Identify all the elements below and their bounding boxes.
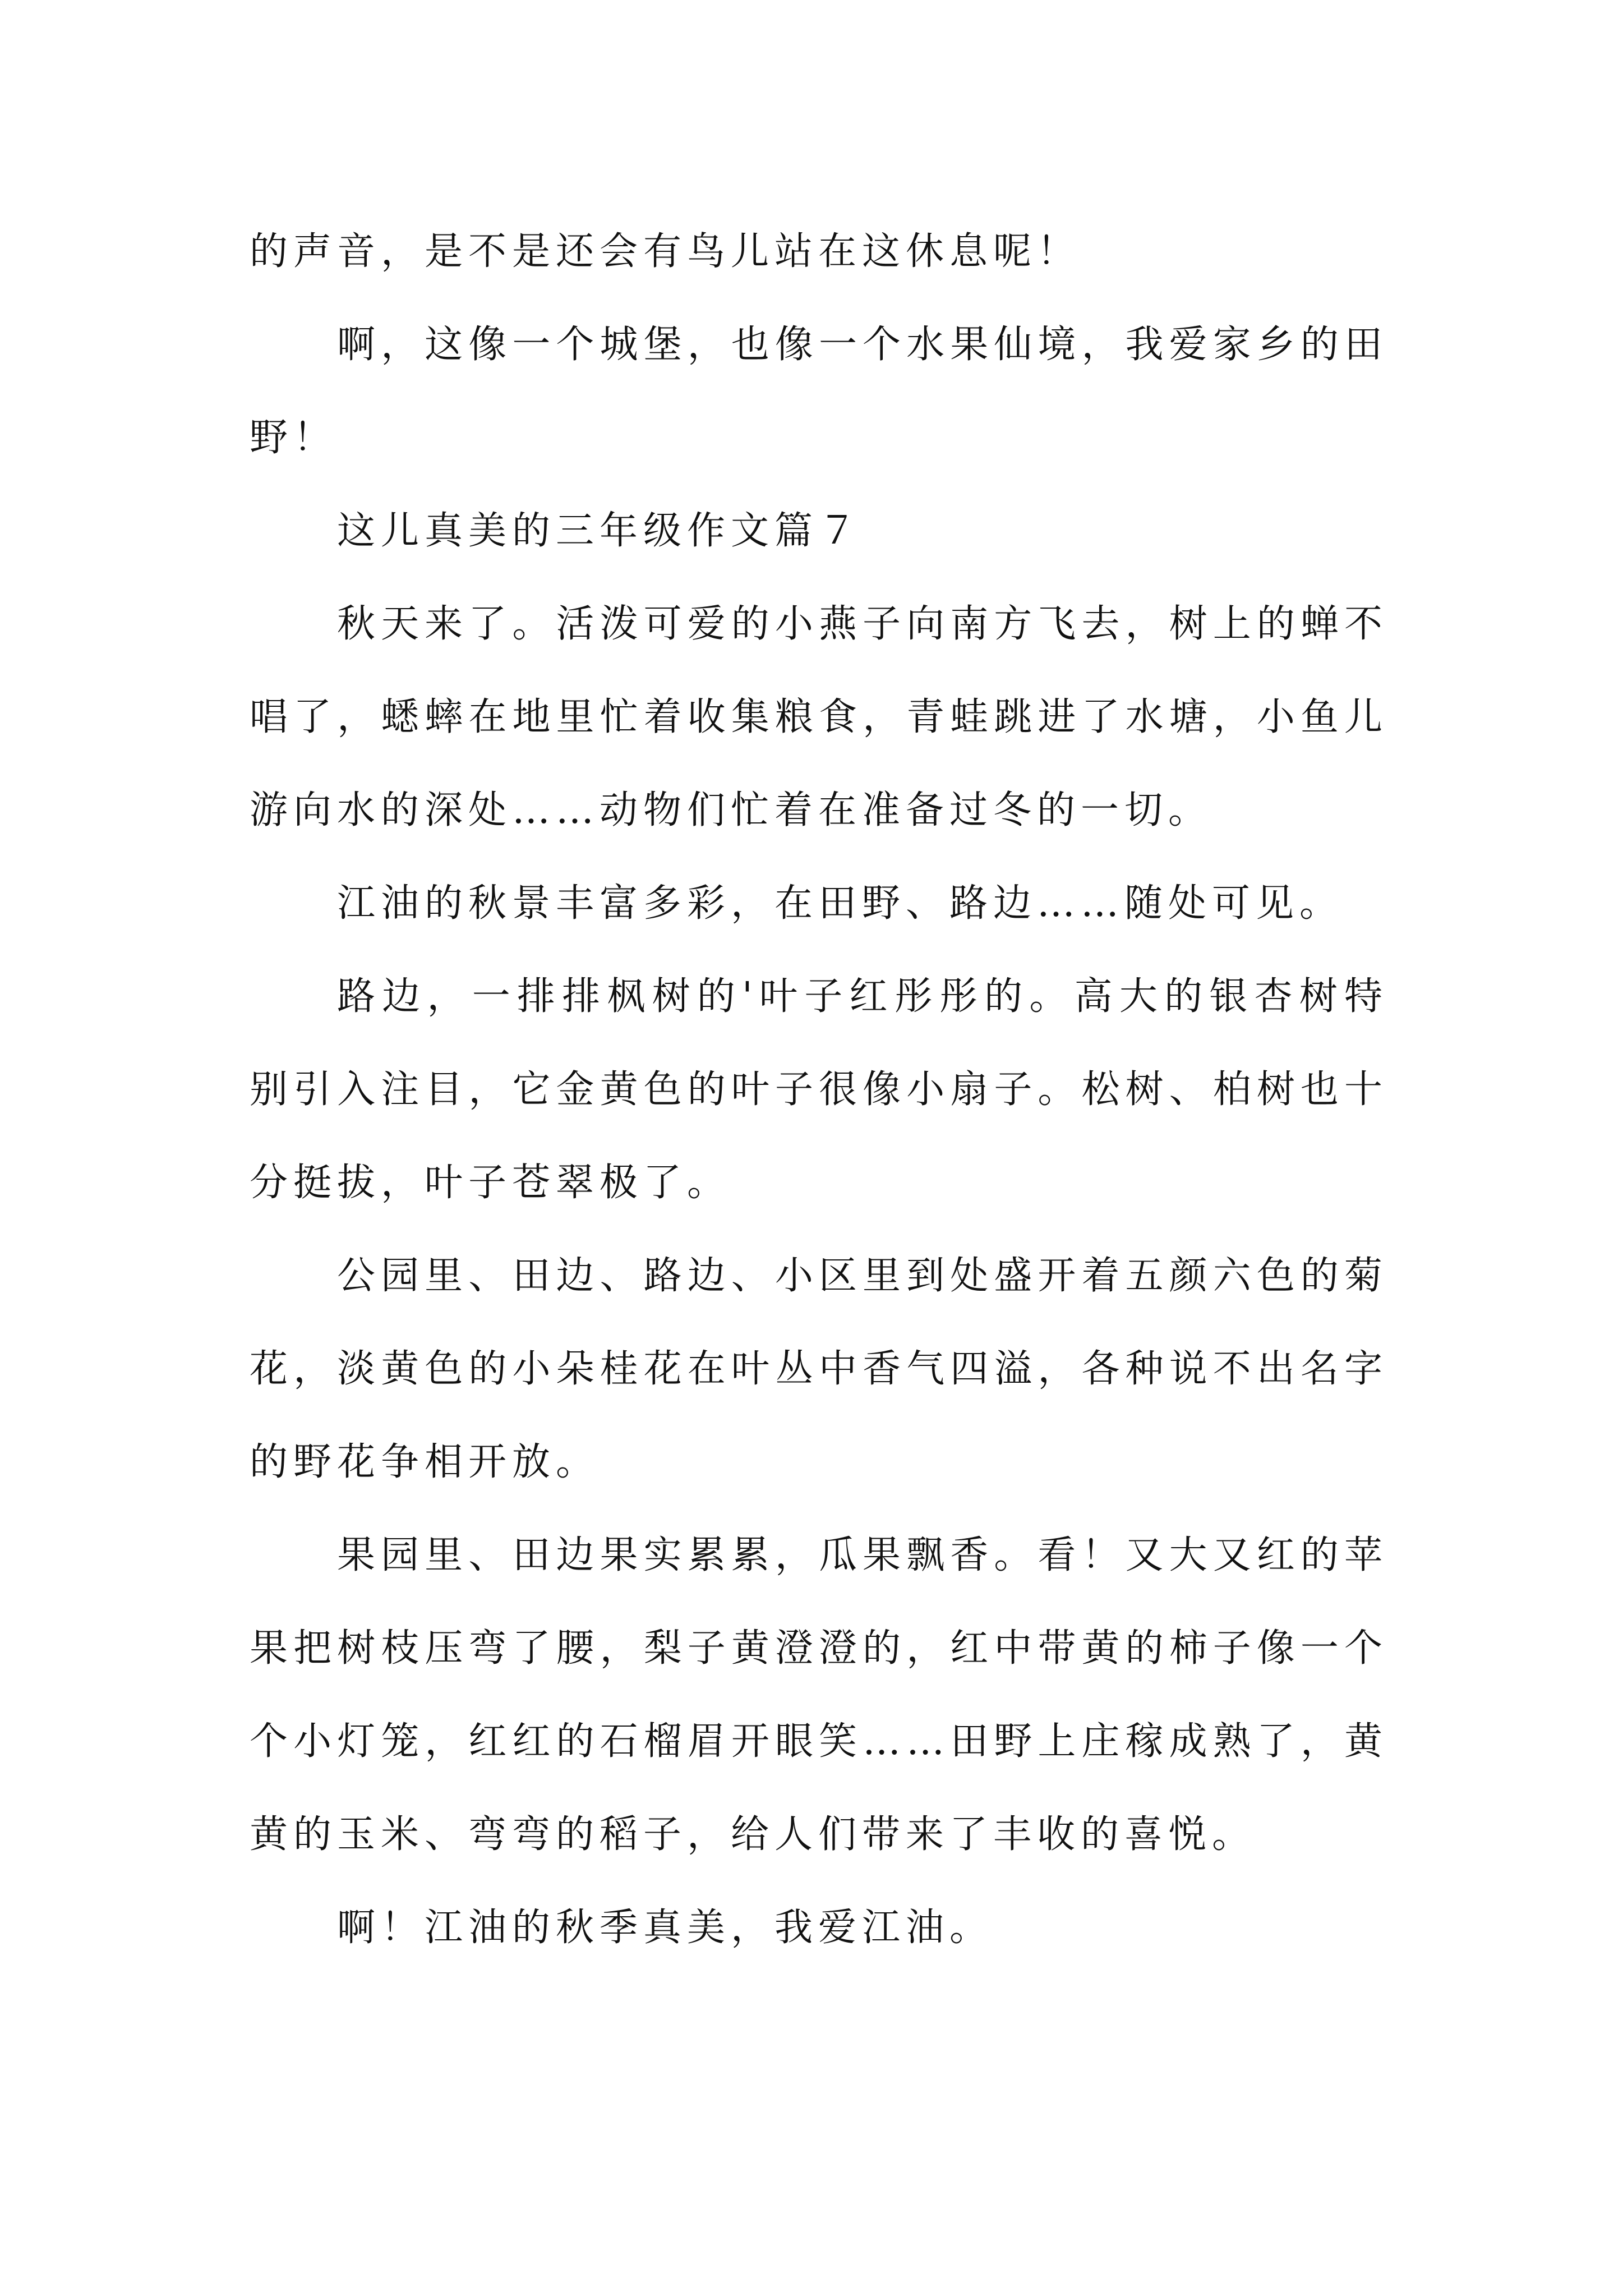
paragraph-continued-sentence: 的声音，是不是还会有鸟儿站在这休息呢！	[250, 229, 1081, 274]
paragraph-autumn-arrives: 秋天来了。活泼可爱的小燕子向南方飞去，树上的蝉不唱了，蟋蟀在地里忙着收集粮食，青蛙跳进了水塘，小鱼儿游向水的深处……动物们忙着在准备过冬的一切。	[250, 602, 1388, 832]
paragraph-roadside-trees: 路边，一排排枫树的'叶子红彤彤的。高大的银杏树特别引入注目，它金黄色的叶子很像小扇子。松树、柏树也十分挺拔，叶子苍翠极了。	[250, 974, 1388, 1205]
paragraph-conclusion: 啊！江油的秋季真美，我爱江油。	[337, 1906, 994, 1950]
paragraph-closing-fields: 啊，这像一个城堡，也像一个水果仙境，我爱家乡的田野！	[250, 323, 1388, 460]
paragraph-autumn-scenery: 江油的秋景丰富多彩，在田野、路边……随处可见。	[337, 881, 1344, 926]
paragraph-orchard: 果园里、田边果实累累，瓜果飘香。看！又大又红的苹果把树枝压弯了腰，梨子黄澄澄的，红中带黄的柿子像一个个小灯笼，红红的石榴眉开眼笑……田野上庄稼成熟了，黄黄的玉米、弯弯的稻子，给人们带来了丰收的喜悦。	[250, 1533, 1388, 1857]
essay-body	[250, 205, 1388, 1975]
paragraph-flowers: 公园里、田边、路边、小区里到处盛开着五颜六色的菊花，淡黄色的小朵桂花在叶丛中香气四溢，各种说不出名字的野花争相开放。	[250, 1254, 1388, 1484]
essay-title: 这儿真美的三年级作文篇７	[337, 509, 863, 553]
